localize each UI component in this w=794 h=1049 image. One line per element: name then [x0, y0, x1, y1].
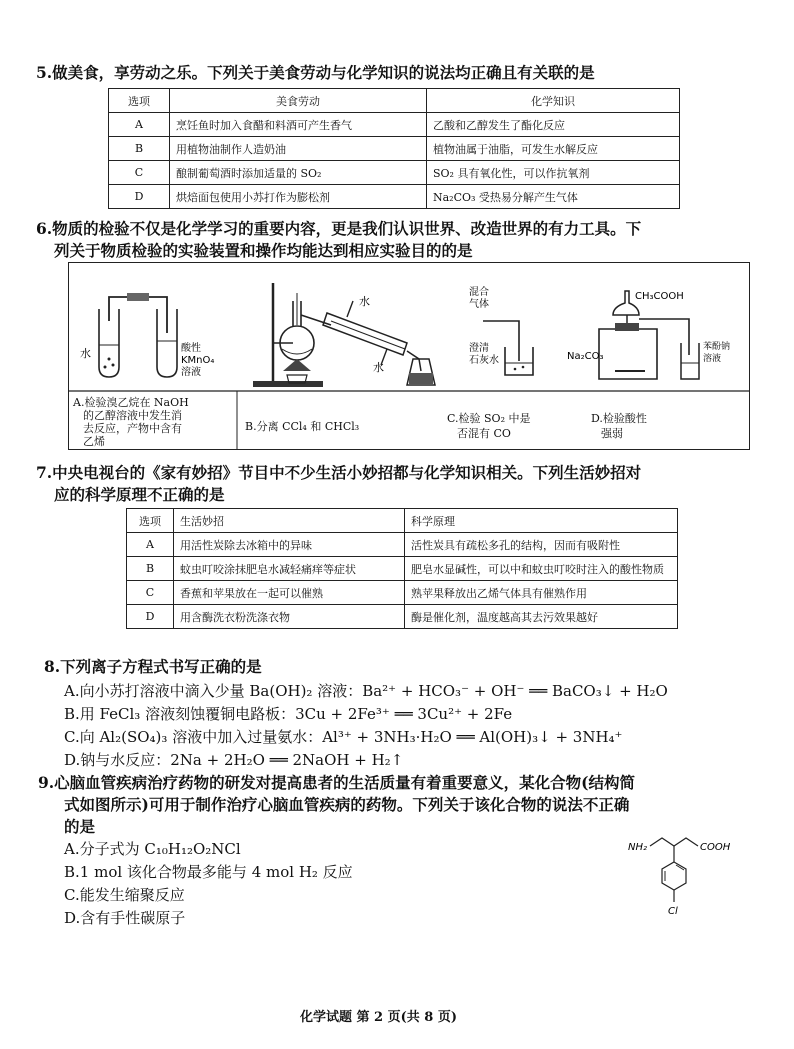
- label-kmno4-1: 酸性: [181, 343, 201, 354]
- table-cell: 用活性炭除去冰箱中的异味: [174, 533, 405, 557]
- q9-stem-line3: 的是: [64, 817, 96, 836]
- table-header: 选项: [109, 89, 170, 113]
- table-header: 化学知识: [427, 89, 680, 113]
- apparatus-figure: [68, 262, 750, 450]
- table-row: [127, 557, 678, 581]
- table-cell: B: [109, 137, 170, 161]
- table-row: [127, 533, 678, 557]
- table-cell: 乙酸和乙醇发生了酯化反应: [427, 113, 680, 137]
- label-phenoxide-1: 苯酚钠: [703, 342, 731, 352]
- apparatus-a: [80, 293, 214, 378]
- structure-formula: [620, 830, 740, 922]
- table-cell: 香蕉和苹果放在一起可以催熟: [174, 581, 405, 605]
- table-row: [127, 605, 678, 629]
- caption-a-1: A.检验溴乙烷在 NaOH: [73, 396, 189, 409]
- table-cell: 用含酶洗衣粉洗涤衣物: [174, 605, 405, 629]
- table-cell: 蚊虫叮咬涂抹肥皂水减轻痛痒等症状: [174, 557, 405, 581]
- q9-option-d: D.含有手性碳原子: [64, 909, 186, 927]
- caption-c-1: C.检验 SO₂ 中是: [447, 412, 531, 425]
- table-row: [109, 137, 680, 161]
- caption-c-2: 否混有 CO: [457, 427, 511, 440]
- caption-d-1: D.检验酸性: [591, 412, 647, 425]
- table-header: 生活妙招: [174, 509, 405, 533]
- table-cell: A: [109, 113, 170, 137]
- struct-cl-label: Cl: [668, 906, 678, 917]
- label-acetic-acid: CH₃COOH: [635, 291, 684, 302]
- q9-option-b: B.1 mol 该化合物最多能与 4 mol H₂ 反应: [64, 863, 353, 881]
- table-header: 选项: [127, 509, 174, 533]
- caption-a-2: 的乙醇溶液中发生消: [83, 409, 182, 422]
- q9-option-c: C.能发生缩聚反应: [64, 886, 185, 904]
- label-phenoxide-2: 溶液: [703, 354, 722, 364]
- apparatus-c: [469, 285, 533, 375]
- table-cell: B: [127, 557, 174, 581]
- table-cell: D: [127, 605, 174, 629]
- caption-b: B.分离 CCl₄ 和 CHCl₃: [245, 420, 360, 433]
- table-cell: C: [127, 581, 174, 605]
- table-cell: SO₂ 具有氧化性，可以作抗氧剂: [427, 161, 680, 185]
- table-header: 科学原理: [405, 509, 678, 533]
- apparatus-b: [253, 283, 435, 387]
- label-limewater-2: 石灰水: [469, 355, 499, 366]
- label-water: 水: [80, 347, 91, 360]
- q8-option-d: D.钠与水反应：2Na + 2H₂O ══ 2NaOH + H₂↑: [64, 751, 404, 769]
- table-cell: Na₂CO₃ 受热易分解产生气体: [427, 185, 680, 209]
- label-na2co3: Na₂CO₃: [567, 351, 604, 362]
- table-row: [109, 161, 680, 185]
- table-row: [109, 89, 680, 113]
- q8-option-c: C.向 Al₂(SO₄)₃ 溶液中加入过量氨水：Al³⁺ + 3NH₃·H₂O ══ Al(OH)₃↓ + 3NH₄⁺: [64, 728, 623, 746]
- label-gas-1: 混合: [469, 287, 489, 298]
- table-cell: 酿制葡萄酒时添加适量的 SO₂: [170, 161, 427, 185]
- q5-table: [108, 88, 680, 209]
- q6-stem-line1: 6.物质的检验不仅是化学学习的重要内容，更是我们认识世界、改造世界的有力工具。下: [36, 219, 642, 238]
- table-header: 美食劳动: [170, 89, 427, 113]
- label-limewater-1: 澄清: [469, 343, 489, 354]
- caption-a-3: 去反应，产物中含有: [83, 422, 182, 435]
- q9-option-a: A.分子式为 C₁₀H₁₂O₂NCl: [64, 840, 241, 858]
- q7-stem-line2: 应的科学原理不正确的是: [54, 485, 225, 504]
- q5-stem: 5.做美食，享劳动之乐。下列关于美食劳动与化学知识的说法均正确且有关联的是: [36, 63, 595, 82]
- table-cell: 活性炭具有疏松多孔的结构，因而有吸附性: [405, 533, 678, 557]
- label-kmno4-2: KMnO₄: [181, 355, 215, 366]
- q8-stem: 8.下列离子方程式书写正确的是: [44, 657, 262, 676]
- table-cell: D: [109, 185, 170, 209]
- table-cell: 熟苹果释放出乙烯气体具有催熟作用: [405, 581, 678, 605]
- struct-cooh-label: COOH: [700, 842, 731, 853]
- table-row: [127, 509, 678, 533]
- label-cond-water-in: 水: [359, 295, 370, 308]
- q8-option-a: A.向小苏打溶液中滴入少量 Ba(OH)₂ 溶液：Ba²⁺ + HCO₃⁻ + OH⁻ ══ BaCO₃↓ + H₂O: [64, 682, 668, 700]
- table-cell: 烘焙面包使用小苏打作为膨松剂: [170, 185, 427, 209]
- table-row: [109, 113, 680, 137]
- apparatus-d: [567, 291, 730, 379]
- table-cell: 植物油属于油脂，可发生水解反应: [427, 137, 680, 161]
- q7-table: [126, 508, 678, 629]
- table-cell: A: [127, 533, 174, 557]
- table-cell: 酶是催化剂，温度越高其去污效果越好: [405, 605, 678, 629]
- q7-stem-line1: 7.中央电视台的《家有妙招》节目中不少生活小妙招都与化学知识相关。下列生活妙招对: [36, 463, 642, 482]
- q9-stem-line1: 9.心脑血管疾病治疗药物的研发对提高患者的生活质量有着重要意义，某化合物(结构简: [38, 773, 636, 792]
- q8-option-b: B.用 FeCl₃ 溶液刻蚀覆铜电路板：3Cu + 2Fe³⁺ ══ 3Cu²⁺ + 2Fe: [64, 705, 513, 723]
- table-row: [109, 185, 680, 209]
- label-kmno4-3: 溶液: [181, 367, 201, 378]
- table-cell: 用植物油制作人造奶油: [170, 137, 427, 161]
- label-gas-2: 气体: [469, 299, 489, 310]
- caption-a-4: 乙烯: [83, 435, 105, 448]
- struct-nh2-label: NH₂: [628, 842, 648, 853]
- table-row: [127, 581, 678, 605]
- q6-stem-line2: 列关于物质检验的实验装置和操作均能达到相应实验目的的是: [54, 241, 473, 260]
- page-footer: 化学试题 第 2 页(共 8 页): [300, 1010, 458, 1025]
- table-cell: 肥皂水显碱性，可以中和蚊虫叮咬时注入的酸性物质: [405, 557, 678, 581]
- caption-d-2: 强弱: [601, 427, 623, 440]
- q9-stem-line2: 式如图所示)可用于制作治疗心脑血管疾病的药物。下列关于该化合物的说法不正确: [64, 795, 630, 814]
- label-cond-water-out: 水: [373, 361, 384, 374]
- table-cell: C: [109, 161, 170, 185]
- table-cell: 烹饪鱼时加入食醋和料酒可产生香气: [170, 113, 427, 137]
